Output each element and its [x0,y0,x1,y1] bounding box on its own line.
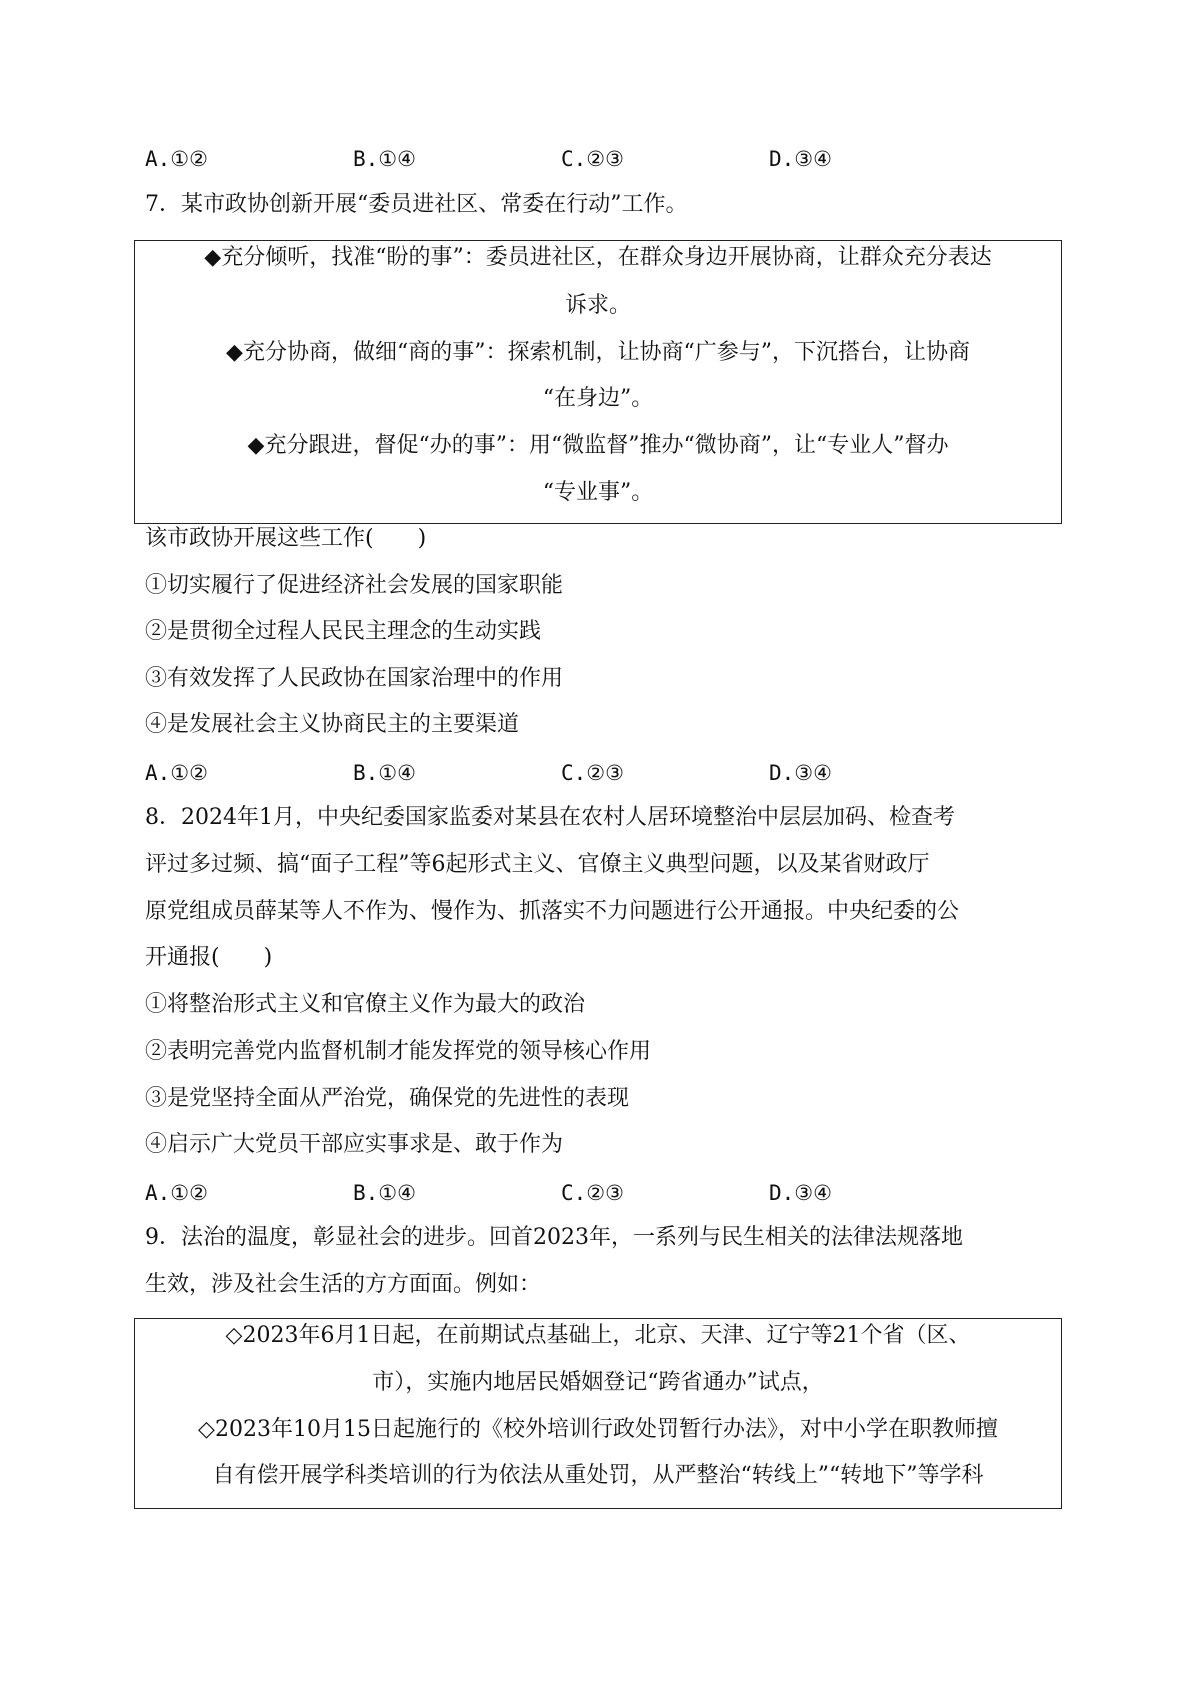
option-a: A.①② [145,1181,208,1205]
q8-statement-4: ④启示广大党员干部应实事求是、敢于作为 [145,1132,564,1157]
q9-box-line: 市），实施内地居民婚姻登记“跨省通办”试点， [372,1370,824,1395]
q7-box-line: ◆充分倾听，找准“盼的事”：委员进社区，在群众身边开展协商，让群众充分表达 [204,245,992,270]
q9-box-line: ◇2023年6月1日起，在前期试点基础上，北京、天津、辽宁等21个省（区、 [225,1323,971,1348]
q9-box-line: ◇2023年10月15日起施行的《校外培训行政处罚暂行办法》，对中小学在职教师擅 [198,1417,998,1442]
option-a: A.①② [145,147,208,171]
q8-stem-line-3: 原党组成员薛某等人不作为、慢作为、抓落实不力问题进行公开通报。中央纪委的公 [145,899,960,924]
q9-stem-line-2: 生效，涉及社会生活的方方面面。例如： [145,1272,542,1297]
q7-options [145,757,1045,789]
option-d: D.③④ [769,1181,832,1205]
option-b: B.①④ [353,1181,416,1205]
option-b: B.①④ [353,147,416,171]
option-c: C.②③ [561,147,624,171]
q9-box-line: 自有偿开展学科类培训的行为依法从重处罚，从严整治“转线上”“转地下”等学科 [212,1463,984,1488]
q7-stem: 7．某市政协创新开展“委员进社区、常委在行动”工作。 [145,192,688,217]
q7-box-line: 诉求。 [564,293,631,318]
option-b: B.①④ [353,761,416,785]
q7-statement-1: ①切实履行了促进经济社会发展的国家职能 [145,573,564,598]
q8-stem-line-2: 评过多过频、搞“面子工程”等6起形式主义、官僚主义典型问题，以及某省财政厅 [145,852,930,877]
q8-stem-line-4: 开通报( ) [145,945,273,970]
q8-options [145,1177,1045,1209]
q8-statement-1: ①将整治形式主义和官僚主义作为最大的政治 [145,992,586,1017]
q7-statement-3: ③有效发挥了人民政协在国家治理中的作用 [145,666,564,691]
q8-stem-line-1: 8．2024年1月，中央纪委国家监委对某县在农村人居环境整治中层层加码、检查考 [145,805,955,830]
q8-statement-2: ②表明完善党内监督机制才能发挥党的领导核心作用 [145,1039,652,1064]
option-d: D.③④ [769,147,832,171]
q7-question: 该市政协开展这些工作( ) [145,526,427,551]
q7-statement-4: ④是发展社会主义协商民主的主要渠道 [145,712,520,737]
option-c: C.②③ [561,761,624,785]
option-a: A.①② [145,761,208,785]
q9-stem-line-1: 9．法治的温度，彰显社会的进步。回首2023年，一系列与民生相关的法律法规落地 [145,1225,963,1250]
q7-box-line: “在身边”。 [542,386,654,411]
q7-box-line: ◆充分协商，做细“商的事”：探索机制，让协商“广参与”，下沉搭台，让协商 [226,340,970,365]
q7-box-line: ◆充分跟进，督促“办的事”：用“微监督”推办“微协商”，让“专业人”督办 [247,433,949,458]
option-c: C.②③ [561,1181,624,1205]
q7-material-box [134,240,1062,524]
top-options [145,143,1045,175]
option-d: D.③④ [769,761,832,785]
q8-statement-3: ③是党坚持全面从严治党，确保党的先进性的表现 [145,1086,630,1111]
q7-box-line: “专业事”。 [542,480,654,505]
q7-statement-2: ②是贯彻全过程人民民主理念的生动实践 [145,619,542,644]
q9-material-box [134,1318,1062,1509]
